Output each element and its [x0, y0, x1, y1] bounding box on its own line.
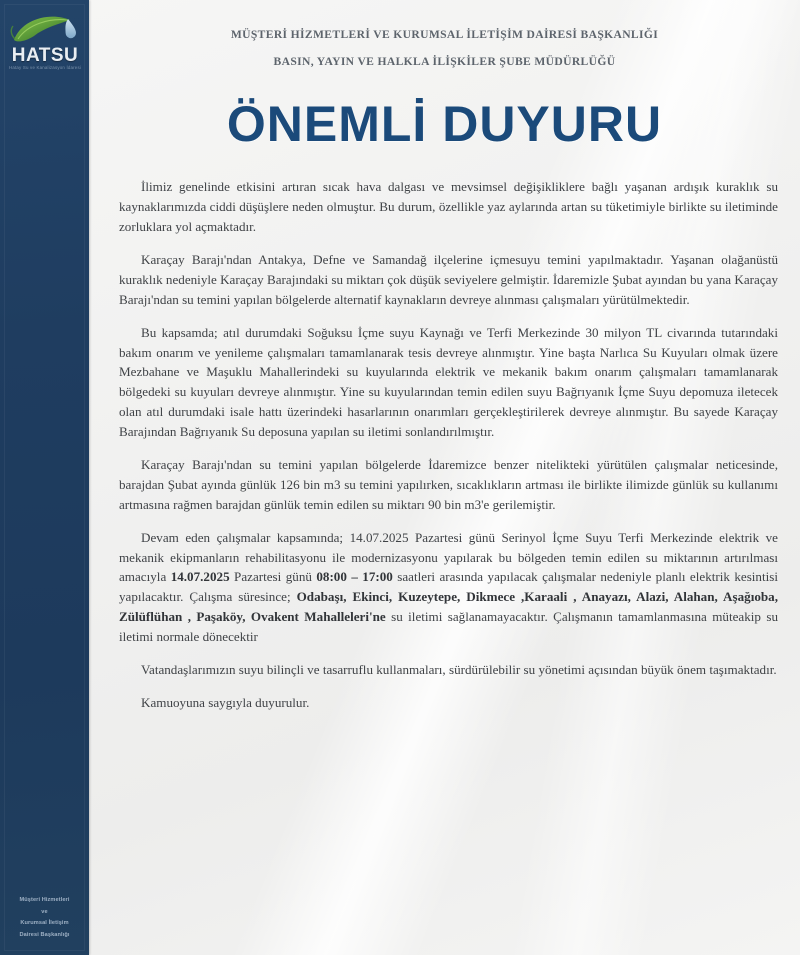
paragraph-6: Vatandaşlarımızın suyu bilinçli ve tasarruflu kullanmaları, sürdürülebilir su yönetimi açısından büyük önem taşımaktadır. [141, 662, 777, 678]
paragraph-4: Karaçay Barajı'ndan su temini yapılan bölgelerde İdaremizce benzer nitelikteki yürütülen çalışmalar neticesinde, barajdan Şubat ayında günlük 126 bin m3 su temini yapılırken, sıcaklıkların artması ile birlikte ilimizde günlük su kullanımı artmasına rağmen barajdan günlük temin edilen su miktarı 90 bin m3'e gerilemiştir. [119, 457, 778, 512]
sidebar-footer-line-2: ve [41, 908, 48, 915]
sidebar-footer-line-4: Dairesi Başkanlığı [19, 931, 70, 938]
paragraph-3: Bu kapsamda; atıl durumdaki Soğuksu İçme suyu Kaynağı ve Terfi Merkezinde 30 milyon TL civarında tutarındaki bakım onarım ve yenileme çalışmaları tamamlanarak tesis devreye alınmıştır. Yine başta Narlıca Su Kuyuları olmak üzere Mezbahane ve Maşuklu Mahallerindeki su kuyularında elektrik ve mekanik bakım onarım çalışmaları tamamlanarak bölgedeki su kuyuları devreye alınmıştır. Yine su kuyularından temin edilen suyu Bağrıyanık İçme Suyu depomuza iletecek olan atıl durumdaki isale hattı üzerindeki hasarlarının onarımları gerçekleştirilerek devreye alınmıştır. Bu sayede Karaçay Barajından Bağrıyanık Su deposuna yapılan su iletimi sonlandırılmıştır. [119, 324, 778, 440]
logo-wordmark: HATSU [11, 45, 79, 66]
paragraph-5-outage-notice [119, 528, 778, 647]
header-line-2: BASIN, YAYIN VE HALKLA İLİŞKİLER ŞUBE MÜDÜRLÜĞÜ [273, 54, 616, 68]
outage-intro: Devam eden çalışmalar kapsamında; 14.07.2025 Pazartesi günü Serinyol İçme Suyu Terfi Merkezinde elektrik ve mekanik ekipmanların rehabilitasyonu ile modernizasyonu yapılarak bu bölgeden temin edilen su miktarının artırılması amacıyla [119, 529, 778, 585]
header-line-1: MÜŞTERİ HİZMETLERİ VE KURUMSAL İLETİŞİM DAİRESİ BAŞKANLIĞI [230, 28, 659, 41]
document-content [89, 0, 800, 955]
logo-subtitle: Hatay Su ve Kanalizasyon İdaresi [8, 65, 82, 70]
outage-day: Pazartesi günü [229, 569, 317, 585]
paragraph-2: Karaçay Barajı'ndan Antakya, Defne ve Samandağ ilçelerine içmesuyu temini yapılmaktadır. Yaşanan olağanüstü kuraklık nedeniyle Karaçay Barajındaki su miktarı çok düşük seviyelere gelmiştir. İdaremizle Şubat ayından bu yana Karaçay Barajı'ndan su temini yapılan bölgelerde alternatif kaynakların devreye alınması çalışmaları yürütülmektedir. [119, 251, 778, 307]
sidebar [0, 0, 89, 955]
outage-closing-text: su iletimi sağlanamayacaktır. Çalışmanın tamamlanmasına müteakip su iletimi normale dönecektir [119, 609, 778, 645]
outage-date: 14.07.2025 [170, 569, 230, 585]
page-title: ÖNEMLİ DUYURU [226, 96, 663, 153]
sidebar-footer-text [2, 895, 87, 941]
outage-mid-text: saatleri arasında yapılacak çalışmalar nedeniyle planlı elektrik kesintisi yapılacaktır. Çalışma süresince; [119, 569, 778, 605]
outage-time-range: 08:00 – 17:00 [316, 569, 393, 585]
announcement-body [119, 177, 778, 712]
document-header [89, 22, 800, 75]
leaf-waterdrop-icon [6, 10, 84, 50]
sidebar-inner-border [4, 4, 85, 951]
paragraph-1: İlimiz genelinde etkisini artıran sıcak hava dalgası ve mevsimsel değişikliklere bağlı yaşanan ardışık kuraklık su kaynaklarımızda ciddi düşüşlere neden olmuştur. Bu durum, özellikle yaz aylarında artan su tüketimiyle birlikte su iletiminde zorluklara yol açmaktadır. [119, 179, 778, 235]
hatsu-logo [6, 10, 84, 78]
affected-districts-list: Odabaşı, Ekinci, Kuzeytepe, Dikmece ,Karaali , Anayazı, Alazi, Alahan, Aşağıoba, Zülüflühan , Paşaköy, Ovakent Mahalleleri'ne [119, 589, 778, 625]
sidebar-footer-line-1: Müşteri Hizmetleri [19, 897, 70, 904]
logo-graphic-svg [6, 10, 84, 50]
paragraph-7-closing: Kamuoyuna saygıyla duyurulur. [141, 694, 310, 710]
sidebar-footer-line-3: Kurumsal İletişim [20, 920, 69, 927]
